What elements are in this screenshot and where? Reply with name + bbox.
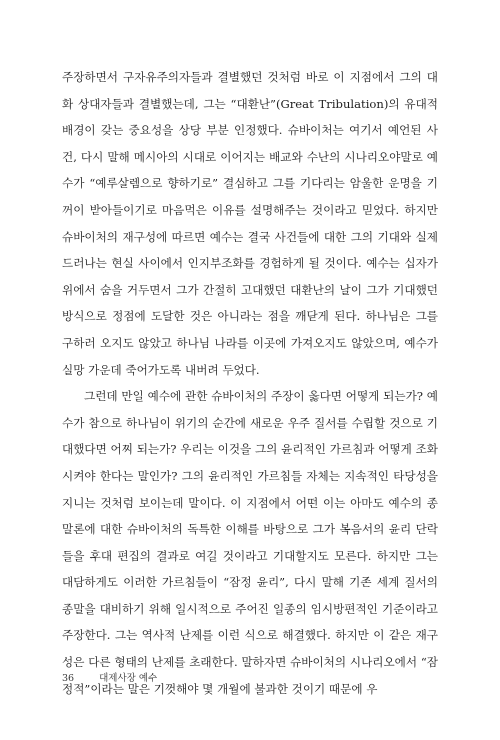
body-text xyxy=(62,64,438,702)
running-title: 대제사장 예수 xyxy=(99,673,158,684)
paragraph: 그런데 만일 예수에 관한 슈바이처의 주장이 옳다면 어떻게 되는가? 예수가 참으로 하나님이 위기의 순간에 새로운 우주 질서를 수립할 것으로 기대했다면 어찌 되는가? 우리는 이것을 그의 윤리적인 가르침과 어떻게 조화시켜야 한다는 말인가? 그의 윤리적인 가르침들 자체는 지속적인 타당성을 지니는 것처럼 보이는데 말이다. 이 지점에서 어떤 이는 아마도 예수의 종말론에 대한 슈바이처의 독특한 이해를 바탕으로 그가 복음서의 윤리 단락들을 후대 편집의 결과로 여길 것이라고 기대할지도 모른다. 하지만 그는 대담하게도 이러한 가르침들이 “잠정 윤리”, 다시 말해 기존 세계 질서의 종말을 대비하기 위해 일시적으로 주어진 일종의 임시방편적인 기준이라고 주장한다. 그는 역사적 난제를 이런 식으로 해결했다. 하지만 이 같은 재구성은 다른 형태의 난제를 초래한다. 말하자면 슈바이처의 시나리오에서 “잠정적”이라는 말은 기껏해야 몇 개월에 불과한 것이기 때문에 우 xyxy=(62,389,438,696)
page-footer xyxy=(62,670,157,684)
paragraph: 주장하면서 구자유주의자들과 결별했던 것처럼 바로 이 지점에서 그의 대화 상대자들과 결별했는데, 그는 “대환난”(Great Tribulation)의 유대적 배경이 갖는 중요성을 상당 부분 인정했다. 슈바이처는 여기서 예언된 사건, 다시 말해 메시아의 시대로 이어지는 배교와 수난의 시나리오야말로 예수가 “예루살렘으로 향하기로” 결심하고 그를 기다리는 암울한 운명을 기꺼이 받아들이기로 마음먹은 이유를 설명해주는 것이라고 믿었다. 하지만 슈바이처의 재구성에 따르면 예수는 결국 사건들에 대한 그의 기대와 실제 드러나는 현실 사이에서 인지부조화를 경험하게 될 것이다. 예수는 십자가 위에서 숨을 거두면서 그가 간절히 고대했던 대환난의 날이 그가 기대했던 방식으로 정점에 도달한 것은 아니라는 점을 깨닫게 된다. 하나님은 그를 구하러 오지도 않았고 하나님 나라를 이곳에 가져오지도 않았으며, 예수가 실망 가운데 죽어가도록 내버려 두었다. xyxy=(62,70,438,377)
page-number: 36 xyxy=(62,673,75,684)
